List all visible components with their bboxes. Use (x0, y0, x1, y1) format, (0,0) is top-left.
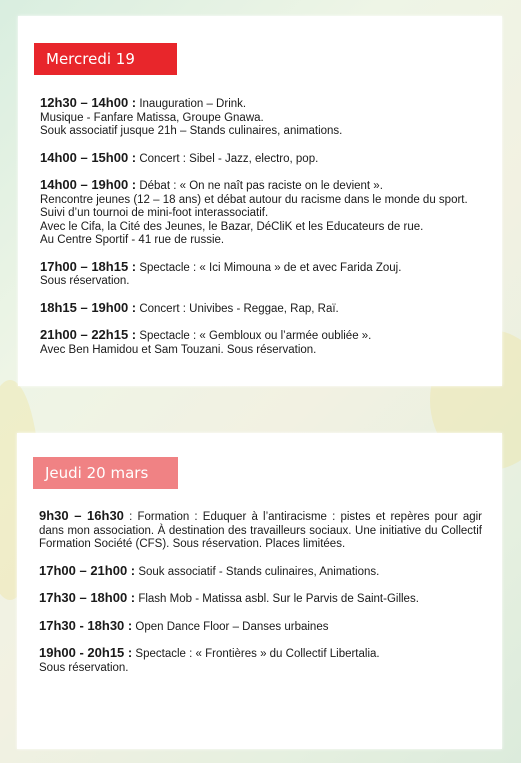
entry-text: Au Centre Sportif - 41 rue de russie. (40, 234, 225, 246)
schedule-card-wednesday (18, 16, 502, 386)
entry-time: 19h00 - 20h15 : (39, 645, 133, 660)
entry-time: 14h00 – 19h00 : (40, 177, 137, 192)
schedule-entry (40, 178, 482, 248)
entry-time: 17h30 - 18h30 : (39, 617, 133, 633)
entry-text: Spectacle : « Gembloux ou l’armée oubliée ». (139, 330, 372, 342)
entry-time: 14h00 – 15h00 : (40, 149, 137, 165)
entry-time: 17h00 – 21h00 : (39, 562, 136, 578)
date-banner: Mercredi 19 mars (34, 43, 177, 75)
entry-time: 21h00 – 22h15 : (40, 327, 137, 342)
schedule-entry (39, 619, 482, 635)
entry-time: 17h30 – 18h00 : (39, 590, 136, 605)
entry-text: Concert : Sibel - Jazz, electro, pop. (139, 152, 319, 165)
schedule-card-thursday (17, 433, 502, 749)
entry-text: Souk associatif - Stands culinaires, Animations. (138, 565, 380, 578)
entry-text: Sous réservation. (40, 275, 130, 287)
entry-time: 9h30 – 16h30 (39, 508, 124, 523)
entry-time: 12h30 – 14h00 : (40, 95, 137, 110)
schedule-entry (39, 591, 482, 607)
entry-text: Flash Mob - Matissa asbl. Sur le Parvis de Saint-Gilles. (138, 593, 419, 605)
schedule-list (39, 509, 482, 675)
entry-text: Concert : Univibes - Reggae, Rap, Raï. (139, 302, 339, 315)
entry-text: Rencontre jeunes (12 – 18 ans) et débat autour du racisme dans le monde du sport. Suivi d’un tournoi de mini-foot interassociatif. (40, 193, 468, 219)
schedule-entry (40, 260, 482, 289)
date-banner: Jeudi 20 mars (33, 457, 178, 489)
entry-time: 18h15 – 19h00 : (40, 299, 137, 315)
schedule-entry (40, 328, 482, 357)
entry-text: Open Dance Floor – Danses urbaines (135, 620, 329, 633)
entry-text: : Formation : Eduquer à l’antiracisme : pistes et repères pour agir dans mon association. À destination des travailleurs sociaux. Une initiative du Collectif Formation Société (CFS). Sous réservation. Places limitées. (39, 511, 482, 550)
entry-time: 17h00 – 18h15 : (40, 258, 137, 274)
entry-text: Sous réservation. (39, 661, 129, 674)
schedule-entry (40, 301, 482, 317)
entry-text: Avec Ben Hamidou et Sam Touzani. Sous réservation. (40, 343, 317, 356)
entry-text: Débat : « On ne naît pas raciste on le devient ». (139, 180, 383, 192)
entry-text: Avec le Cifa, la Cité des Jeunes, le Bazar, DéCliK et les Educateurs de rue. (40, 220, 424, 233)
entry-text: Musique - Fanfare Matissa, Groupe Gnawa. (40, 111, 264, 124)
entry-text: Spectacle : « Ici Mimouna » de et avec Farida Zouj. (139, 261, 402, 274)
schedule-list (40, 96, 482, 357)
schedule-entry (39, 646, 482, 675)
entry-text: Souk associatif jusque 21h – Stands culinaires, animations. (40, 125, 343, 137)
entry-text: Spectacle : « Frontières » du Collectif Libertalia. (135, 648, 380, 660)
entry-text: Inauguration – Drink. (139, 98, 247, 110)
schedule-entry (40, 151, 482, 167)
schedule-entry (39, 564, 482, 580)
schedule-entry (39, 509, 482, 552)
schedule-entry (40, 96, 482, 139)
